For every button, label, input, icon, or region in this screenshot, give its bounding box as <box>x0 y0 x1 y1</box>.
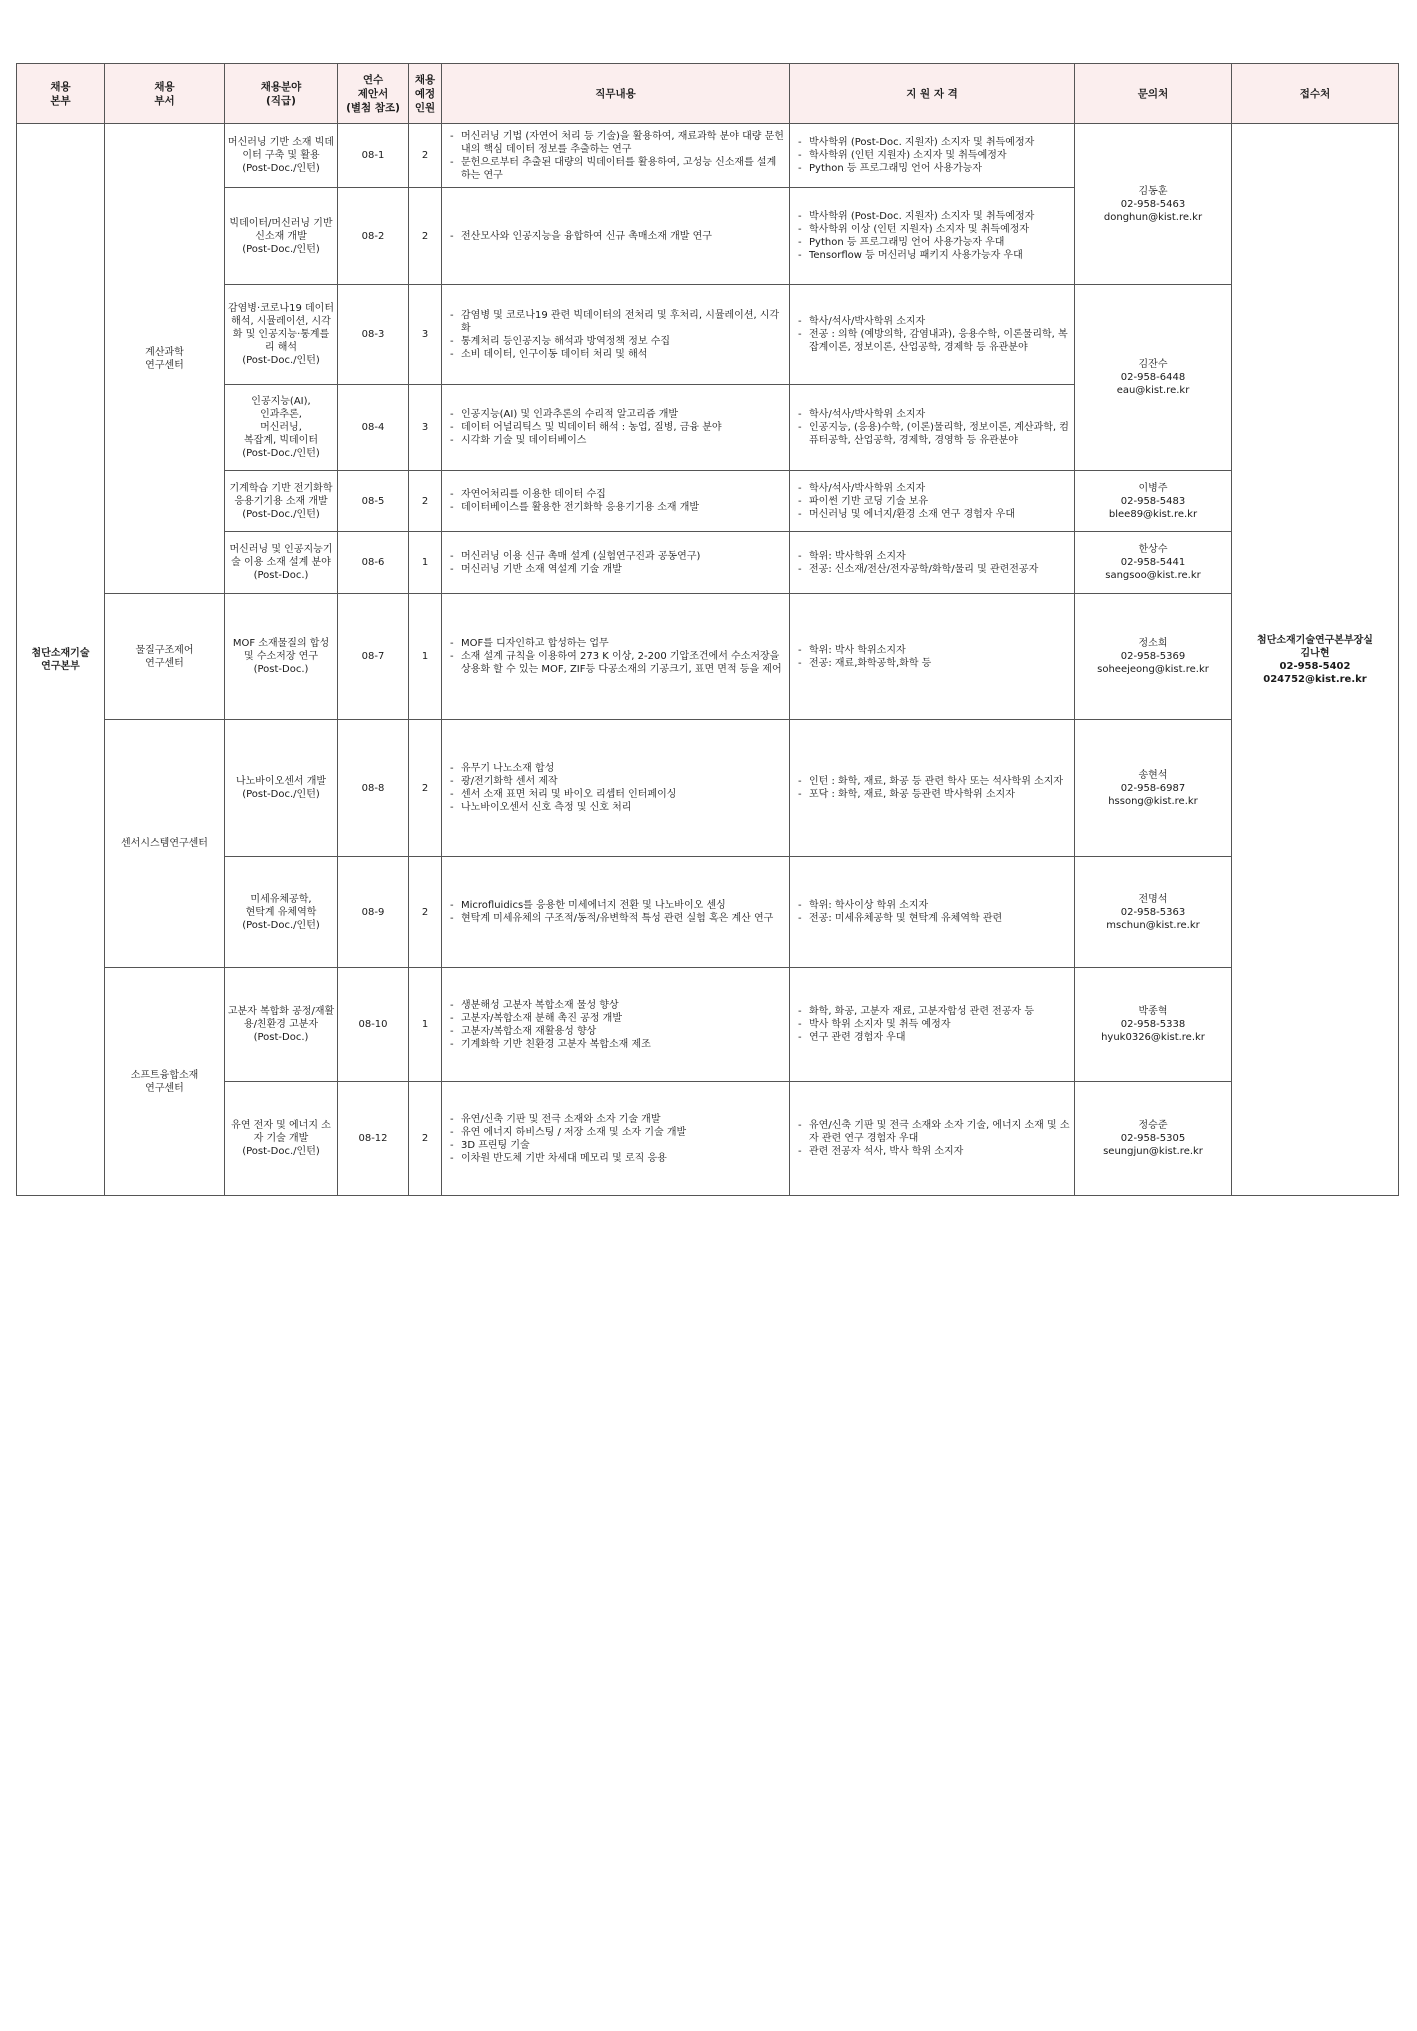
contact-phone: 02-958-6448 <box>1120 372 1186 383</box>
headcount-cell: 3 <box>409 285 442 385</box>
qualification-item: - 화학, 화공, 고분자 재료, 고분자합성 관련 전공자 등 <box>798 1005 1070 1018</box>
duties-cell <box>442 285 790 385</box>
duties-cell <box>442 188 790 285</box>
contact-name: 정승준 <box>1138 1120 1168 1131</box>
duties-cell <box>442 385 790 471</box>
field-cell: 고분자 복합화 공정/재활용/친환경 고분자 (Post-Doc.) <box>225 968 338 1082</box>
duty-item: - 유연 에너지 하비스팅 / 저장 소재 및 소자 기술 개발 <box>450 1126 785 1139</box>
field-cell: 머신러닝 및 인공지능기술 이용 소재 설계 분야 (Post-Doc.) <box>225 532 338 594</box>
duty-item: - 데이터 어널리틱스 및 빅데이터 해석 : 농업, 질병, 금융 분야 <box>450 421 785 434</box>
department-cell: 계산과학 연구센터 <box>105 124 225 594</box>
headcount-cell: 1 <box>409 594 442 720</box>
duties-cell <box>442 1082 790 1196</box>
duty-item: - 3D 프린팅 기술 <box>450 1139 785 1152</box>
contact-phone: 02-958-5369 <box>1120 651 1186 662</box>
duty-item: - 감염병 및 코로나19 관련 빅데이터의 전처리 및 후처리, 시뮬레이션, 시각화 <box>450 309 785 335</box>
proposal-no-cell: 08-6 <box>338 532 409 594</box>
qualification-item: - 연구 관련 경험자 우대 <box>798 1031 1070 1044</box>
duty-item: - 고분자/복합소재 재활용성 향상 <box>450 1025 785 1038</box>
field-cell: 기계학습 기반 전기화학 응용기기용 소재 개발 (Post-Doc./인턴) <box>225 471 338 532</box>
qualifications-cell <box>790 471 1075 532</box>
headcount-cell: 1 <box>409 968 442 1082</box>
qualifications-cell <box>790 968 1075 1082</box>
header-duties: 직무내용 <box>442 64 790 124</box>
duty-item: - 머신러닝 기법 (자연어 처리 등 기술)을 활용하여, 재료과학 분야 대량 문헌 내의 핵심 데이터 정보를 추출하는 연구 <box>450 130 785 156</box>
proposal-no-cell: 08-10 <box>338 968 409 1082</box>
duty-item: - 머신러닝 기반 소재 역설계 기술 개발 <box>450 563 785 576</box>
duty-item: - 문헌으로부터 추출된 대량의 빅데이터를 활용하여, 고성능 신소재를 설계하는 연구 <box>450 156 785 182</box>
duty-item: - 머신러닝 이용 신규 촉매 설계 (실험연구진과 공동연구) <box>450 550 785 563</box>
qualifications-cell <box>790 857 1075 968</box>
contact-email: blee89@kist.re.kr <box>1108 508 1198 520</box>
field-cell: 유연 전자 및 에너지 소자 기술 개발 (Post-Doc./인턴) <box>225 1082 338 1196</box>
contact-email: eau@kist.re.kr <box>1116 385 1190 396</box>
header-contact: 문의처 <box>1075 64 1232 124</box>
duty-item: - 소재 설계 규칙을 이용하여 273 K 이상, 2-200 기압조건에서 수소저장을 상용화 할 수 있는 MOF, ZIF등 다공소재의 기공크기, 표면 면적 등을 제어 <box>450 650 785 676</box>
duties-cell <box>442 720 790 857</box>
qualification-item: - 박사학위 (Post-Doc. 지원자) 소지자 및 취득예정자 <box>798 210 1070 223</box>
duty-item: - 데이터베이스를 활용한 전기화학 응용기기용 소재 개발 <box>450 501 785 514</box>
proposal-no-cell: 08-3 <box>338 285 409 385</box>
qualification-item: - 학사학위 이상 (인턴 지원자) 소지자 및 취득예정자 <box>798 223 1070 236</box>
qualification-item: - 전공: 신소재/전산/전자공학/화학/물리 및 관련전공자 <box>798 563 1070 576</box>
contact-cell <box>1075 720 1232 857</box>
duty-item: - 고분자/복합소재 분해 촉진 공정 개발 <box>450 1012 785 1025</box>
headcount-cell: 2 <box>409 1082 442 1196</box>
field-cell: 인공지능(AI), 인과추론, 머신러닝, 복잡계, 빅데이터 (Post-Doc./인턴) <box>225 385 338 471</box>
contact-email: donghun@kist.re.kr <box>1103 211 1203 223</box>
qualification-item: - 학위: 박사 학위소지자 <box>798 644 1070 657</box>
qualification-item: - 관련 전공자 석사, 박사 학위 소지자 <box>798 1145 1070 1158</box>
header-field: 채용분야 (직급) <box>225 64 338 124</box>
proposal-no-cell: 08-8 <box>338 720 409 857</box>
table-row <box>17 532 1399 594</box>
reception-name: 김나현 <box>1300 647 1330 659</box>
contact-email: hyuk0326@kist.re.kr <box>1101 1032 1205 1043</box>
contact-cell <box>1075 124 1232 285</box>
qualification-item: - 전공: 미세유체공학 및 현탁계 유체역학 관련 <box>798 912 1070 925</box>
header-headcount: 채용 예정 인원 <box>409 64 442 124</box>
header-qualifications: 지 원 자 격 <box>790 64 1075 124</box>
duty-item: - 통계처리 등인공지능 해석과 방역정책 정보 수집 <box>450 335 785 348</box>
duty-item: - 광/전기화학 센서 제작 <box>450 775 785 788</box>
duty-item: - 인공지능(AI) 및 인과추론의 수리적 알고리즘 개발 <box>450 408 785 421</box>
contact-cell <box>1075 857 1232 968</box>
qualifications-cell <box>790 285 1075 385</box>
headcount-cell: 1 <box>409 532 442 594</box>
qualifications-cell <box>790 720 1075 857</box>
proposal-no-cell: 08-4 <box>338 385 409 471</box>
table-row <box>17 594 1399 720</box>
proposal-no-cell: 08-1 <box>338 124 409 188</box>
qualification-item: - 학사/석사/박사학위 소지자 <box>798 408 1070 421</box>
contact-phone: 02-958-5363 <box>1120 906 1186 918</box>
contact-name: 송현석 <box>1138 769 1168 781</box>
qualification-item: - 학사학위 (인턴 지원자) 소지자 및 취득예정자 <box>798 149 1070 162</box>
duty-item: - 기계화학 기반 친환경 고분자 복합소재 제조 <box>450 1038 785 1051</box>
table-row <box>17 285 1399 385</box>
qualification-item: - 머신러닝 및 에너지/환경 소재 연구 경험자 우대 <box>798 508 1070 521</box>
contact-email: sangsoo@kist.re.kr <box>1105 570 1201 581</box>
department-cell: 센서시스템연구센터 <box>105 720 225 968</box>
contact-email: soheejeong@kist.re.kr <box>1097 664 1209 675</box>
headcount-cell: 2 <box>409 471 442 532</box>
contact-phone: 02-958-5441 <box>1120 557 1186 568</box>
headcount-cell: 2 <box>409 857 442 968</box>
contact-phone: 02-958-5338 <box>1120 1019 1186 1030</box>
table-row <box>17 720 1399 857</box>
header-department: 채용 부서 <box>105 64 225 124</box>
qualification-item: - 박사학위 (Post-Doc. 지원자) 소지자 및 취득예정자 <box>798 136 1070 149</box>
qualification-item: - 파이썬 기반 코딩 기술 보유 <box>798 495 1070 508</box>
contact-email: mschun@kist.re.kr <box>1106 919 1200 931</box>
reception-cell <box>1232 124 1399 1196</box>
header-proposal-no: 연수 제안서 (별첨 참조) <box>338 64 409 124</box>
proposal-no-cell: 08-2 <box>338 188 409 285</box>
contact-phone: 02-958-5305 <box>1120 1133 1186 1144</box>
contact-cell <box>1075 471 1232 532</box>
contact-name: 이병주 <box>1138 482 1168 494</box>
duty-item: - 전산모사와 인공지능을 융합하여 신규 촉매소재 개발 연구 <box>450 230 785 243</box>
qualification-item: - 포닥 : 화학, 재료, 화공 등관련 박사학위 소지자 <box>798 788 1070 801</box>
contact-cell <box>1075 532 1232 594</box>
reception-phone: 02-958-5402 <box>1279 660 1351 672</box>
recruitment-table <box>16 63 1399 1196</box>
contact-name: 정소희 <box>1138 638 1168 649</box>
qualification-item: - Python 등 프로그래밍 언어 사용가능자 우대 <box>798 236 1070 249</box>
table-row <box>17 857 1399 968</box>
contact-email: seungjun@kist.re.kr <box>1103 1146 1203 1157</box>
contact-cell <box>1075 968 1232 1082</box>
qualification-item: - 전공: 재료,화학공학,화학 등 <box>798 657 1070 670</box>
proposal-no-cell: 08-5 <box>338 471 409 532</box>
headcount-cell: 2 <box>409 188 442 285</box>
duties-cell <box>442 471 790 532</box>
contact-phone: 02-958-5463 <box>1120 198 1186 210</box>
qualification-item: - 인턴 : 화학, 재료, 화공 등 관련 학사 또는 석사학위 소지자 <box>798 775 1070 788</box>
table-row <box>17 1082 1399 1196</box>
header-division: 채용 본부 <box>17 64 105 124</box>
duty-item: - 현탁계 미세유체의 구조적/동적/유변학적 특성 관련 실험 혹은 계산 연구 <box>450 912 785 925</box>
department-cell: 소프트융합소재 연구센터 <box>105 968 225 1196</box>
headcount-cell: 3 <box>409 385 442 471</box>
contact-phone: 02-958-5483 <box>1120 495 1186 507</box>
proposal-no-cell: 08-9 <box>338 857 409 968</box>
qualification-item: - 박사 학위 소지자 및 취득 예정자 <box>798 1018 1070 1031</box>
qualifications-cell <box>790 532 1075 594</box>
duty-item: - 나노바이오센서 신호 측정 및 신호 처리 <box>450 801 785 814</box>
qualification-item: - Tensorflow 등 머신러닝 패키지 사용가능자 우대 <box>798 249 1070 262</box>
duty-item: - 생분해성 고분자 복합소재 물성 향상 <box>450 999 785 1012</box>
duties-cell <box>442 968 790 1082</box>
qualification-item: - 인공지능, (응용)수학, (이론)물리학, 정보이론, 계산과학, 컴퓨터공학, 산업공학, 경제학, 경영학 등 유관분야 <box>798 421 1070 447</box>
headcount-cell: 2 <box>409 720 442 857</box>
reception-email: 024752@kist.re.kr <box>1263 673 1367 685</box>
qualification-item: - 학사/석사/박사학위 소지자 <box>798 315 1070 328</box>
qualifications-cell <box>790 385 1075 471</box>
proposal-no-cell: 08-7 <box>338 594 409 720</box>
duties-cell <box>442 594 790 720</box>
qualification-item: - 학사/석사/박사학위 소지자 <box>798 482 1070 495</box>
duty-item: - Microfluidics를 응용한 미세에너지 전환 및 나노바이오 센싱 <box>450 899 785 912</box>
contact-cell <box>1075 594 1232 720</box>
field-cell: MOF 소재물질의 합성 및 수소저장 연구 (Post-Doc.) <box>225 594 338 720</box>
duty-item: - 소비 데이터, 인구이동 데이터 처리 및 해석 <box>450 348 785 361</box>
field-cell: 감염병·코로나19 데이터 해석, 시뮬레이션, 시각화 및 인공지능·통계를 리 해석 (Post-Doc./인턴) <box>225 285 338 385</box>
duties-cell <box>442 124 790 188</box>
contact-email: hssong@kist.re.kr <box>1108 795 1198 807</box>
contact-name: 한상수 <box>1138 544 1168 555</box>
contact-name: 전명석 <box>1138 893 1168 905</box>
table-header-row <box>17 64 1399 124</box>
qualifications-cell <box>790 188 1075 285</box>
qualifications-cell <box>790 594 1075 720</box>
qualification-item: - 학위: 박사학위 소지자 <box>798 550 1070 563</box>
field-cell: 빅데이터/머신러닝 기반 신소재 개발 (Post-Doc./인턴) <box>225 188 338 285</box>
table-row <box>17 471 1399 532</box>
department-cell: 물질구조제어 연구센터 <box>105 594 225 720</box>
table-row <box>17 124 1399 188</box>
duties-cell <box>442 532 790 594</box>
contact-name: 김잔수 <box>1138 359 1168 370</box>
qualifications-cell <box>790 1082 1075 1196</box>
contact-name: 박종혁 <box>1138 1006 1168 1017</box>
duty-item: - 시각화 기술 및 데이터베이스 <box>450 434 785 447</box>
qualification-item: - 유연/신축 기판 및 전극 소재와 소자 기술, 에너지 소재 및 소자 관련 연구 경험자 우대 <box>798 1119 1070 1145</box>
qualification-item: - Python 등 프로그래밍 언어 사용가능자 <box>798 162 1070 175</box>
field-cell: 머신러닝 기반 소재 빅데이터 구축 및 활용 (Post-Doc./인턴) <box>225 124 338 188</box>
contact-cell <box>1075 285 1232 471</box>
duty-item: - 이차원 반도체 기반 차세대 메모리 및 로직 응용 <box>450 1152 785 1165</box>
division-cell: 첨단소재기술 연구본부 <box>17 124 105 1196</box>
duty-item: - 자연어처리를 이용한 데이터 수집 <box>450 488 785 501</box>
duties-cell <box>442 857 790 968</box>
qualification-item: - 전공 : 의학 (예방의학, 감염내과), 응용수학, 이론물리학, 복잡계이론, 정보이론, 산업공학, 경제학 등 유관분야 <box>798 328 1070 354</box>
duty-item: - 유무기 나노소재 합성 <box>450 762 785 775</box>
header-reception: 접수처 <box>1232 64 1399 124</box>
duty-item: - 센서 소재 표면 처리 및 바이오 리셉터 인터페이싱 <box>450 788 785 801</box>
contact-cell <box>1075 1082 1232 1196</box>
field-cell: 미세유체공학, 현탁계 유체역학 (Post-Doc./인턴) <box>225 857 338 968</box>
qualifications-cell <box>790 124 1075 188</box>
field-cell: 나노바이오센서 개발 (Post-Doc./인턴) <box>225 720 338 857</box>
contact-phone: 02-958-6987 <box>1120 782 1186 794</box>
contact-name: 김동훈 <box>1138 185 1168 197</box>
table-row <box>17 968 1399 1082</box>
reception-org: 첨단소재기술연구본부장실 <box>1257 634 1373 646</box>
proposal-no-cell: 08-12 <box>338 1082 409 1196</box>
duty-item: - MOF를 디자인하고 합성하는 업무 <box>450 637 785 650</box>
qualification-item: - 학위: 학사이상 학위 소지자 <box>798 899 1070 912</box>
headcount-cell: 2 <box>409 124 442 188</box>
duty-item: - 유연/신축 기판 및 전극 소재와 소자 기술 개발 <box>450 1113 785 1126</box>
